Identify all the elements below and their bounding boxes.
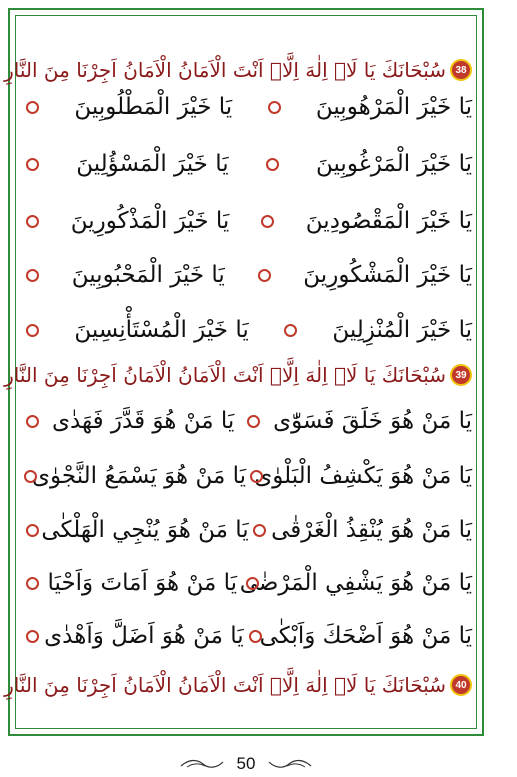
end-ring-icon — [26, 101, 39, 114]
left-flourish-icon — [179, 757, 225, 771]
supplication-line — [22, 198, 472, 244]
phrase-left: يَا خَيْرَ الْمَحْبُوبِينَ — [71, 262, 225, 288]
separator-ring-icon — [246, 577, 259, 590]
phrase-left: يَا مَنْ هُوَ يَسْمَعُ النَّجْوٰى — [31, 463, 246, 489]
separator-ring-icon — [253, 524, 266, 537]
phrase-right: يَا خَيْرَ الْمَرْهُوبِينَ — [315, 94, 472, 120]
phrase-right: يَا خَيْرَ الْمَرْغُوبِينَ — [315, 151, 472, 177]
separator-ring-icon — [284, 324, 297, 337]
separator-ring-icon — [247, 415, 260, 428]
verse-number-badge: 38 — [450, 59, 472, 81]
phrase-left: يَا مَنْ هُوَ اَمَاتَ وَاَحْيَا — [47, 570, 238, 596]
end-ring-icon — [26, 577, 39, 590]
supplication-line — [22, 453, 472, 499]
phrase-left: يَا مَنْ هُوَ يُنْجِي الْهَلْكٰى — [41, 517, 249, 543]
end-ring-icon — [26, 324, 39, 337]
refrain-line — [4, 355, 472, 395]
refrain-text: سُبْحَانَكَ يَا لَاۤ اِلٰهَ اِلَّاۤ اَنْتَ الْاَمَانُ الْاَمَانُ اَجِرْنَا مِنَ النَّارِ — [4, 363, 446, 387]
right-flourish-icon — [267, 757, 313, 771]
phrase-left: يَا مَنْ هُوَ اَضَلَّ وَاَهْدٰى — [44, 623, 244, 649]
verse-number-badge: 40 — [450, 674, 472, 696]
refrain-line — [4, 665, 472, 705]
phrase-right: يَا مَنْ هُوَ يَكْشِفُ الْبَلْوٰى — [254, 463, 472, 489]
supplication-line — [22, 141, 472, 187]
end-ring-icon — [24, 470, 37, 483]
phrase-left: يَا مَنْ هُوَ قَدَّرَ فَهَدٰى — [51, 408, 235, 434]
phrase-left: يَا خَيْرَ الْمُسْتَأْنِسِينَ — [74, 317, 249, 343]
supplication-line — [22, 507, 472, 553]
end-ring-icon — [26, 158, 39, 171]
separator-ring-icon — [249, 630, 262, 643]
page-footer — [0, 752, 492, 776]
supplication-line — [22, 84, 472, 130]
separator-ring-icon — [266, 158, 279, 171]
separator-ring-icon — [261, 215, 274, 228]
end-ring-icon — [26, 215, 39, 228]
end-ring-icon — [26, 269, 39, 282]
phrase-right: يَا مَنْ هُوَ يَشْفِي الْمَرْضٰى — [239, 570, 472, 596]
separator-ring-icon — [258, 269, 271, 282]
end-ring-icon — [26, 630, 39, 643]
end-ring-icon — [26, 524, 39, 537]
phrase-right: يَا مَنْ هُوَ اَضْحَكَ وَاَبْكٰى — [259, 623, 472, 649]
phrase-right: يَا خَيْرَ الْمُنْزِلِينَ — [332, 317, 472, 343]
supplication-line — [22, 398, 472, 444]
separator-ring-icon — [250, 470, 263, 483]
supplication-line — [22, 560, 472, 606]
separator-ring-icon — [268, 101, 281, 114]
phrase-right: يَا مَنْ هُوَ يُنْقِذُ الْغَرْقٰى — [271, 517, 472, 543]
supplication-line — [22, 613, 472, 659]
page-number: 50 — [236, 754, 256, 773]
refrain-text: سُبْحَانَكَ يَا لَاۤ اِلٰهَ اِلَّاۤ اَنْتَ الْاَمَانُ الْاَمَانُ اَجِرْنَا مِنَ النَّارِ — [4, 58, 446, 82]
phrase-left: يَا خَيْرَ الْمَطْلُوبِينَ — [74, 94, 233, 120]
phrase-left: يَا خَيْرَ الْمَسْؤُلِينَ — [76, 151, 229, 177]
phrase-right: يَا خَيْرَ الْمَشْكُورِينَ — [303, 262, 472, 288]
end-ring-icon — [26, 415, 39, 428]
phrase-right: يَا مَنْ هُوَ خَلَقَ فَسَوّٰى — [273, 408, 472, 434]
refrain-text: سُبْحَانَكَ يَا لَاۤ اِلٰهَ اِلَّاۤ اَنْتَ الْاَمَانُ الْاَمَانُ اَجِرْنَا مِنَ النَّارِ — [4, 673, 446, 697]
phrase-right: يَا خَيْرَ الْمَقْصُودِينَ — [305, 208, 472, 234]
phrase-left: يَا خَيْرَ الْمَذْكُورِينَ — [70, 208, 230, 234]
supplication-line — [22, 252, 472, 298]
verse-number-badge: 39 — [450, 364, 472, 386]
supplication-line — [22, 307, 472, 353]
